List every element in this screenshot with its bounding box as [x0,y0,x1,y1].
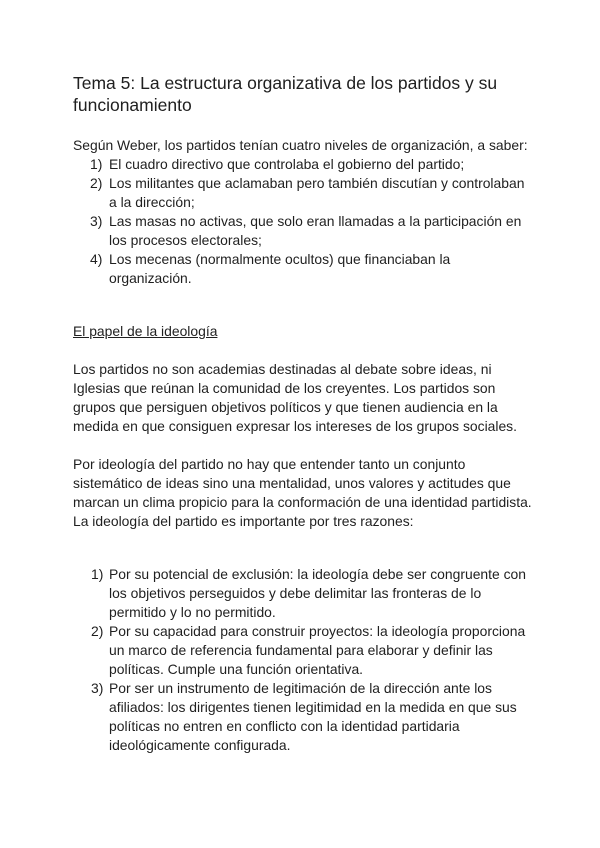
paragraph-block [73,360,533,436]
list-number: 1) [91,566,104,582]
list-number: 4) [90,251,103,267]
list-item-text: Por ser un instrumento de legitimación de la dirección ante los afiliados: los dirigentes tienen legitimidad en la medida en que sus políticas no entren en conflicto con la identidad partidaria ideológicamente configurada. [109,680,517,753]
list-item-text: Los militantes que aclamaban pero también discutían y controlaban a la dirección; [109,175,525,210]
paragraph-block [73,455,533,531]
reasons-section [73,565,533,755]
list-number: 2) [91,623,104,639]
intro-paragraph: Según Weber, los partidos tenían cuatro niveles de organización, a saber: [73,137,528,153]
reasons-list [73,565,533,755]
ideology-section [73,322,533,341]
document-title: Tema 5: La estructura organizativa de los partidos y su funcionamiento [73,73,498,115]
list-item-text: Las masas no activas, que solo eran llamadas a la participación en los procesos electorales; [109,213,522,248]
list-item [73,212,533,250]
list-item [73,174,533,212]
weber-levels-list [73,155,533,288]
list-item-text: Por su capacidad para construir proyectos: la ideología proporciona un marco de referencia fundamental para elaborar y definir las políticas. Cumple una función orientativa. [109,623,526,677]
weber-section [73,136,533,288]
list-item [73,622,533,679]
section-heading: El papel de la ideología [73,323,218,339]
list-number: 2) [90,175,103,191]
list-number: 3) [91,680,104,696]
paragraph-1: Los partidos no son academias destinadas al debate sobre ideas, ni Iglesias que reúnan la comunidad de los creyentes. Los partidos son grupos que persiguen objetivos políticos y que tienen audiencia en la medida en que consiguen expresar los intereses de los grupos sociales. [73,361,517,434]
paragraph-3: La ideología del partido es importante por tres razones: [73,513,414,529]
list-number: 1) [90,156,103,172]
list-item [73,155,533,174]
list-item [73,679,533,755]
list-number: 3) [90,213,103,229]
list-item [73,250,533,288]
paragraph-2: Por ideología del partido no hay que entender tanto un conjunto sistemático de ideas sino una mentalidad, unos valores y actitudes que marcan un clima propicio para la conformación de una identidad partidista. [73,456,532,510]
list-item [73,565,533,622]
list-item-text: El cuadro directivo que controlaba el gobierno del partido; [109,156,465,172]
list-item-text: Por su potencial de exclusión: la ideología debe ser congruente con los objetivos perseguidos y debe delimitar las fronteras de lo permitido y lo no permitido. [109,566,526,620]
list-item-text: Los mecenas (normalmente ocultos) que financiaban la organización. [109,251,451,286]
